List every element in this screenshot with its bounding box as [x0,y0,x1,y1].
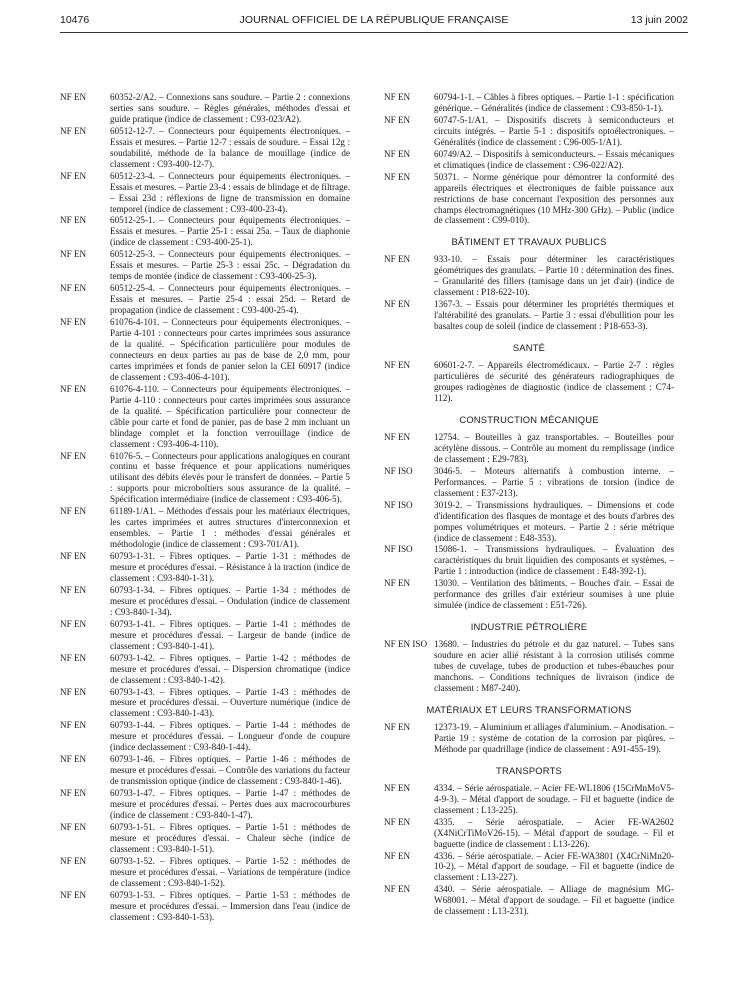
standard-prefix: NF EN [60,584,87,595]
standard-description: 60793-1-52. – Fibres optiques. – Partie 1-52 : méthodes de mesure et procédures d'essai. – Variations de température (indice de classement : C93-840-1-52). [110,855,350,888]
standard-prefix: NF EN [384,578,411,589]
standard-description: 60793-1-47. – Fibres optiques. – Partie 1-47 : méthodes de mesure et procédures d'essai. – Pertes dues aux macrocourbures (indice de classement : C93-840-1-47). [110,788,350,820]
standard-description: 60512-23-4. – Connecteurs pour équipements électroniques. – Essais et mesures. – Partie 23-4 : essais de blindage et de filtrage. – Essai 23d : réflexions de ligne de transmission en domaine temporel (indice de classement : C93-400-23-4). [110,170,350,214]
standard-description: 60352-2/A2. – Connexions sans soudure. – Partie 2 : connexions serties sans soudure. – Règles générales, méthodes d'essai et guide pratique (indice de classement : C93-023/A2). [110,92,350,124]
standard-description: 12373-19. – Aluminium et alliages d'aluminium. – Anodisation. – Partie 19 : système de cotation de la corrosion par piqûres. – Méthode par quadrillage (indice de classement : A91-455-19). [434,721,674,754]
standard-prefix: NF EN [60,821,87,832]
standard-prefix: NF EN [60,215,87,226]
standard-description: 60793-1-44. – Fibres optiques. – Partie 1-44 : méthodes de mesure et procédures d'essai. – Longueur d'onde de coupure (indice declassement : C93-840-1-44). [110,720,350,753]
standard-entry [384,92,674,114]
standard-description: 12754. – Bouteilles à gaz transportables. – Bouteilles pour acétylène dissous. – Contrôle au moment du remplissage (indice de classement : E29-783). [434,431,674,464]
standard-entry [384,783,674,816]
standard-prefix: NF EN [60,506,87,517]
standard-entry [60,585,350,618]
standard-prefix: NF ISO [384,499,413,510]
sections [384,236,674,917]
standard-prefix: NF EN [60,788,87,799]
standard-entry [60,856,350,889]
standard-description: 60793-1-42. – Fibres optiques. – Partie 1-42 : méthodes de mesure et procédures d'essai. – Dispersion chromatique (indice de classement : C93-840-1-42). [110,652,350,685]
standard-prefix: NF EN [60,450,87,461]
standard-description: 60793-1-41. – Fibres optiques. – Partie 1-41 : méthodes de mesure et procédures d'essai. – Largeur de bande (indice de classement : C93-840-1-41). [110,618,350,651]
section-title: CONSTRUCTION MÉCANIQUE [459,413,599,425]
page-header [60,14,688,30]
section-title: TRANSPORTS [496,764,562,776]
standard-prefix: NF EN [60,170,87,181]
standard-prefix: NF EN [384,171,411,182]
standard-description: 15086-1. – Transmissions hydrauliques. – Évaluation des caractéristiques du bruit liquidien des composants et systèmes. – Partie 1 : introduction (indice de classement : E48-392-1). [434,544,674,577]
standard-prefix: NF EN [60,125,87,136]
standard-entry [60,317,350,383]
standard-entry [384,149,674,171]
standard-entry [384,432,674,465]
standard-description: 60793-1-46. – Fibres optiques. – Partie 1-46 : méthodes de mesure et procédures d'essai. – Contrôle des variations du facteur de transmission optique (indice de classement : C93-840-1-46). [110,754,350,787]
standard-entry [60,822,350,855]
standard-entry [60,215,350,248]
standard-entry [60,506,350,550]
standard-entry [60,551,350,584]
standard-prefix: NF EN [384,431,411,442]
standard-description: 60601-2-7. – Appareils électromédicaux. – Partie 2-7 : règles particulières de sécurité des générateurs radiographiques de groupes radiogènes de diagnostic (indice de classement : C74-112). [434,360,674,403]
standard-description: 4336. – Série aérospatiale. – Acier FE-WA3801 (X4CrNiMn20-10-2). – Métal d'apport de soudage. – Fil et baguette (indice de classement : L13-227). [434,850,674,883]
standard-prefix: NF EN [60,652,87,663]
standard-entry [60,720,350,753]
standard-entry [60,619,350,652]
standard-entry [384,360,674,404]
standard-description: 60793-1-51. – Fibres optiques. – Partie 1-51 : méthodes de mesure et procédures d'essai. – Chaleur sèche (indice de classement : C93-840-1-51). [110,821,350,854]
standard-prefix: NF EN [60,686,87,697]
standard-description: 61076-5. – Connecteurs pour applications analogiques en courant continu et basse fréquence et pour applications numériques utilisant des débits élevés pour le transfert de données. – Partie 5 : supports pour microboîtiers sous assurance de la qualité. – Spécification intermédiaire (indice de classement : C93-406-5). [110,450,350,505]
standard-description: 933-10. – Essais pour déterminer les caractéristiques géométriques des granulats. – Partie 10 : détermination des fines. – Granularité des fillers (tamisage dans un jet d'air) (indice de classement : P18-622-10). [434,254,674,298]
standard-entry [60,171,350,215]
standard-prefix: NF EN [384,148,411,159]
section-title: MATÉRIAUX ET LEURS TRANSFORMATIONS [426,703,632,715]
standard-entry [60,890,350,923]
standard-entry [60,384,350,450]
section-title: BÂTIMENT ET TRAVAUX PUBLICS [451,236,607,248]
right-column-entries [384,92,674,226]
standard-entry [384,544,674,577]
standard-prefix: NF ISO [384,465,413,476]
standard-entry [384,722,674,755]
standard-prefix: NF EN [60,283,87,294]
standard-entry [60,126,350,170]
standard-prefix: NF EN [60,383,87,394]
standard-prefix: NF EN [384,299,411,310]
standard-entry [384,466,674,499]
standard-description: 60512-25-4. – Connecteurs pour équipements électroniques. – Essais et mesures. – Partie 25-4 : essai 25d. – Retard de propagation (indice de classement : C93-400-25-4). [110,283,350,316]
standard-description: 3019-2. – Transmissions hydrauliques. – Dimensions et code d'identification des flasques de montage et des bouts d'arbres des pompes volumétriques et moteurs. – Partie 2 : série métrique (indice de classement : E48-353). [434,499,674,543]
standard-description: 60512-25-3. – Connecteurs pour équipements électroniques. – Essais et mesures. – Partie 25-3 : essai 25c. – Dégradation du temps de montée (indice de classement : C93-400-25-3). [110,249,350,282]
standard-description: 1367-3. – Essais pour déterminer les propriétés thermiques et l'altérabilité des granulats. – Partie 3 : essai d'ébullition pour les basaltes coup de soleil (indice de classement : P18-653-3). [434,299,674,332]
standard-prefix: NF EN [384,360,411,371]
standard-description: 60747-5-1/A1. – Dispositifs discrets à semiconducteurs et circuits intégrés. – Partie 5-1 : dispositifs optoélectroniques. – Généralités (indice de classement : C96-005-1/A1). [434,114,674,147]
standard-entry [384,817,674,850]
standard-prefix: NF EN ISO [384,639,428,650]
right-column [384,92,674,918]
standard-entry [384,115,674,148]
standard-description: 4340. – Série aérospatiale. – Alliage de magnésium MG-W68001. – Métal d'apport de soudage. – Fil et baguette (indice de classement : L13-231). [434,884,674,917]
standard-description: 60793-1-53. – Fibres optiques. – Partie 1-53 : méthodes de mesure et procédures d'essai. – Immersion dans l'eau (indice de classement : C93-840-1-53). [110,889,350,922]
standard-prefix: NF EN [384,782,411,793]
standard-entry [384,884,674,917]
standard-description: 61189-1/A1. – Méthodes d'essais pour les matériaux électriques, les cartes imprimées et autres structures d'interconnexion et ensembles. – Partie 1 : méthodes d'essai générales et méthodologie (indice de classement : C93-701/A1). [110,506,350,550]
standard-prefix: NF ISO [384,544,413,555]
standard-prefix: NF EN [60,720,87,731]
standard-description: 60793-1-31. – Fibres optiques. – Partie 1-31 : méthodes de mesure et procédures d'essai. – Résistance à la traction (indice de classement : C93-840-1-31). [110,551,350,583]
standard-entry [60,754,350,787]
standard-prefix: NF EN [60,855,87,866]
standard-entry [60,687,350,720]
standard-description: 60793-1-43. – Fibres optiques. – Partie 1-43 : méthodes de mesure et procédures d'essai. – Ouverture numérique (indice de classement : C93-840-1-43). [110,686,350,719]
standard-prefix: NF EN [384,92,411,102]
standard-prefix: NF EN [60,249,87,260]
standard-entry [384,500,674,544]
standard-description: 60794-1-1. – Câbles à fibres optiques. – Partie 1-1 : spécification générique. – Généralités (indice de classement : C93-850-1-1). [434,92,674,113]
standard-entry [384,299,674,332]
section-title: INDUSTRIE PÉTROLIÈRE [470,621,588,633]
standard-prefix: NF EN [60,754,87,765]
standard-prefix: NF EN [60,618,87,629]
standard-description: 4334. – Série aérospatiale. – Acier FE-WL1806 (15CrMnMoV5-4-9-3). – Métal d'apport de soudage. – Fil et baguette (indice de classement : L13-225). [434,782,674,815]
standard-description: 13030. – Ventilation des bâtiments. – Bouches d'air. – Essai de performance des grilles d'air extérieur soumises à une pluie simulée (indice de classement : E51-726). [434,578,674,611]
standard-description: 60793-1-34. – Fibres optiques. – Partie 1-34 : méthodes de mesure et procédures d'essai. – Ondulation (indice de classement : C93-840-1-34). [110,584,350,617]
standard-prefix: NF EN [384,850,411,861]
standard-entry [60,653,350,686]
standard-prefix: NF EN [384,884,411,895]
journal-title: JOURNAL OFFICIEL DE LA RÉPUBLIQUE FRANÇAISE [239,14,509,26]
standard-prefix: NF EN [384,114,411,125]
standard-prefix: NF EN [60,551,87,562]
standard-entry [384,172,674,227]
standard-description: 60512-25-1. – Connecteurs pour équipements électroniques. – Essais et mesures. – Partie 25-1 : essai 25a. – Taux de diaphonie (indice de classement : C93-400-25-1). [110,215,350,248]
standard-prefix: NF EN [60,317,87,328]
left-column [60,92,350,924]
standard-entry [384,254,674,298]
standard-entry [60,788,350,821]
standard-description: 61076-4-110. – Connecteurs pour équipements électroniques. – Partie 4-110 : connecteurs pour cartes imprimées sous assurance de la qualité. – Spécification particulière pour connecteur de câble pour carte et fond de panier, pas de base 2 mm incluant un blindage complet et la fonction verrouillage (indice de classement : C93-406-4-110). [110,383,350,449]
standard-description: 4335. – Série aérospatiale. – Acier FE-WA2602 (X4NiCrTiMoV26-15). – Métal d'apport de soudage. – Fil et baguette (indice de classement : L13-226). [434,816,674,849]
standard-entry [384,851,674,884]
standard-description: 61076-4-101. – Connecteurs pour équipements électroniques. – Partie 4-101 : connecteurs pour cartes imprimées sous assurance de la qualité. – Spécification particulière pour modules de connecteurs en deux parties au pas de base de 2,0 mm, pour cartes imprimées et fonds de panier selon la CEI 60917 (indice de classement : C93-406-4-101). [110,317,350,382]
header-rule [60,32,688,33]
standard-prefix: NF EN [60,92,87,102]
standard-description: 3046-5. – Moteurs alternatifs à combustion interne. – Performances. – Partie 5 : vibrations de torsion (indice de classement : E37-213). [434,465,674,498]
standard-entry [60,283,350,316]
standard-description: 60749/A2. – Dispositifs à semiconducteurs. – Essais mécaniques et climatiques (indice de classement : C96-022/A2). [434,148,674,170]
standard-prefix: NF EN [384,721,411,732]
standard-entry [60,92,350,125]
standard-description: 13680. – Industries du pétrole et du gaz naturel. – Tubes sans soudure en acier allié résistant à la corrosion utilisés comme tubes de cuvelage, tubes de production et tubes-ébauches pour manchons. – Conditions techniques de livraison (indice de classement : M87-240). [434,639,674,693]
standard-description: 60512-12-7. – Connecteurs pour équipements électroniques. – Essais et mesures. – Partie 12-7 : essais de soudure. – Essai 12g : soudabilité, méthode de la balance de mouillage (indice de classement : C93-400-12-7). [110,125,350,169]
standard-prefix: NF EN [384,816,411,827]
page-number: 10476 [60,14,90,26]
issue-date: 13 juin 2002 [630,14,688,26]
standard-description: 50371. – Norme générique pour démontrer la conformité des appareils électriques et électroniques de faible puissance aux restrictions de base concernant l'exposition des personnes aux champs électromagnétiques (10 MHz-300 GHz). – Public (indice de classement : C99-010). [434,171,674,226]
section-title: SANTÉ [512,342,546,354]
standard-prefix: NF EN [384,254,411,265]
standard-entry [60,451,350,506]
standard-entry [384,639,674,694]
standard-entry [60,249,350,282]
standard-prefix: NF EN [60,889,87,900]
standard-entry [384,578,674,611]
